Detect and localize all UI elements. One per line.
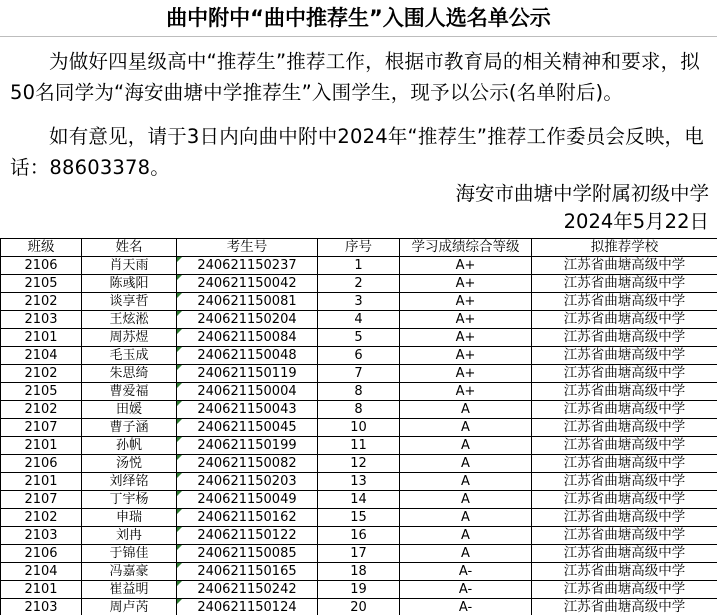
header-class[interactable]: 班级: [1, 239, 82, 257]
cell-seq[interactable]: 11: [318, 437, 400, 455]
cell-exam-id[interactable]: 240621150242: [177, 581, 318, 599]
cell-class[interactable]: 2102: [1, 509, 82, 527]
cell-name[interactable]: 曹爱福: [82, 383, 177, 401]
cell-seq[interactable]: 16: [318, 527, 400, 545]
cell-grade[interactable]: A: [400, 419, 532, 437]
cell-name[interactable]: 王炫淞: [82, 311, 177, 329]
cell-school[interactable]: 江苏省曲塘高级中学: [532, 419, 717, 437]
table-row[interactable]: [1, 509, 717, 527]
cell-name[interactable]: 崔益明: [82, 581, 177, 599]
cell-name[interactable]: 周苏煜: [82, 329, 177, 347]
cell-seq[interactable]: 8: [318, 383, 400, 401]
cell-grade[interactable]: A: [400, 491, 532, 509]
cell-school[interactable]: 江苏省曲塘高级中学: [532, 365, 717, 383]
cell-grade[interactable]: A+: [400, 257, 532, 275]
table-row[interactable]: [1, 419, 717, 437]
table-row[interactable]: [1, 383, 717, 401]
cell-seq[interactable]: 19: [318, 581, 400, 599]
cell-grade[interactable]: A+: [400, 293, 532, 311]
cell-seq[interactable]: 17: [318, 545, 400, 563]
table-header-row: [1, 239, 717, 257]
cell-class[interactable]: 2101: [1, 581, 82, 599]
cell-grade[interactable]: A: [400, 527, 532, 545]
cell-name[interactable]: 冯嘉豪: [82, 563, 177, 581]
table-row[interactable]: [1, 491, 717, 509]
cell-name[interactable]: 朱思绮: [82, 365, 177, 383]
notice-paragraph-1: 为做好四星级高中“推荐生”推荐工作，根据市教育局的相关精神和要求，拟50名同学为“海安曲塘中学推荐生”入围学生，现予以公示(名单附后)。: [10, 50, 701, 104]
cell-school[interactable]: 江苏省曲塘高级中学: [532, 401, 717, 419]
cell-school[interactable]: 江苏省曲塘高级中学: [532, 383, 717, 401]
cell-exam-id[interactable]: 240621150162: [177, 509, 318, 527]
cell-name[interactable]: 汤悦: [82, 455, 177, 473]
cell-exam-id[interactable]: 240621150084: [177, 329, 318, 347]
cell-exam-id[interactable]: 240621150085: [177, 545, 318, 563]
table-row[interactable]: [1, 545, 717, 563]
cell-class[interactable]: 2101: [1, 473, 82, 491]
cell-grade[interactable]: A-: [400, 581, 532, 599]
cell-grade[interactable]: A: [400, 455, 532, 473]
table-row[interactable]: [1, 581, 717, 599]
candidate-table: [0, 238, 717, 615]
table-row[interactable]: [1, 365, 717, 383]
cell-seq[interactable]: 14: [318, 491, 400, 509]
cell-class[interactable]: 2106: [1, 545, 82, 563]
cell-seq[interactable]: 4: [318, 311, 400, 329]
cell-name[interactable]: 周卢芮: [82, 599, 177, 615]
cell-seq[interactable]: 3: [318, 293, 400, 311]
cell-class[interactable]: 2101: [1, 329, 82, 347]
cell-exam-id[interactable]: 240621150048: [177, 347, 318, 365]
cell-seq[interactable]: 12: [318, 455, 400, 473]
cell-name[interactable]: 谈享哲: [82, 293, 177, 311]
cell-name[interactable]: 陈彧阳: [82, 275, 177, 293]
cell-exam-id[interactable]: 240621150204: [177, 311, 318, 329]
page-title: 曲中附中“曲中推荐生”入围人选名单公示: [0, 0, 717, 37]
cell-grade[interactable]: A+: [400, 347, 532, 365]
cell-school[interactable]: 江苏省曲塘高级中学: [532, 527, 717, 545]
table-row[interactable]: [1, 563, 717, 581]
cell-exam-id[interactable]: 240621150237: [177, 257, 318, 275]
cell-name[interactable]: 肖天雨: [82, 257, 177, 275]
cell-seq[interactable]: 20: [318, 599, 400, 615]
cell-school[interactable]: 江苏省曲塘高级中学: [532, 329, 717, 347]
cell-school[interactable]: 江苏省曲塘高级中学: [532, 473, 717, 491]
notice-paragraph-2: 如有意见，请于3日内向曲中附中2024年“推荐生”推荐工作委员会反映，电话：88603378。: [10, 125, 704, 179]
cell-school[interactable]: 江苏省曲塘高级中学: [532, 563, 717, 581]
cell-seq[interactable]: 8: [318, 401, 400, 419]
cell-name[interactable]: 孙帆: [82, 437, 177, 455]
table-row[interactable]: [1, 455, 717, 473]
header-seq[interactable]: 序号: [318, 239, 400, 257]
table-body: [1, 257, 717, 615]
table-row[interactable]: [1, 401, 717, 419]
table-row[interactable]: [1, 275, 717, 293]
cell-exam-id[interactable]: 240621150004: [177, 383, 318, 401]
cell-school[interactable]: 江苏省曲塘高级中学: [532, 509, 717, 527]
cell-grade[interactable]: A: [400, 545, 532, 563]
cell-school[interactable]: 江苏省曲塘高级中学: [532, 275, 717, 293]
cell-seq[interactable]: 7: [318, 365, 400, 383]
cell-class[interactable]: 2103: [1, 599, 82, 615]
table-row[interactable]: [1, 347, 717, 365]
cell-seq[interactable]: 2: [318, 275, 400, 293]
cell-seq[interactable]: 10: [318, 419, 400, 437]
table-row[interactable]: [1, 311, 717, 329]
cell-name[interactable]: 丁宇杨: [82, 491, 177, 509]
cell-name[interactable]: 申瑞: [82, 509, 177, 527]
cell-grade[interactable]: A+: [400, 311, 532, 329]
header-name[interactable]: 姓名: [82, 239, 177, 257]
cell-class[interactable]: 2105: [1, 275, 82, 293]
table-row[interactable]: [1, 527, 717, 545]
cell-exam-id[interactable]: 240621150119: [177, 365, 318, 383]
cell-seq[interactable]: 5: [318, 329, 400, 347]
cell-exam-id[interactable]: 240621150043: [177, 401, 318, 419]
header-exam-id[interactable]: 考生号: [177, 239, 318, 257]
table-row[interactable]: [1, 437, 717, 455]
cell-class[interactable]: 2102: [1, 365, 82, 383]
cell-school[interactable]: 江苏省曲塘高级中学: [532, 599, 717, 615]
table-row[interactable]: [1, 599, 717, 615]
cell-exam-id[interactable]: 240621150124: [177, 599, 318, 615]
cell-exam-id[interactable]: 240621150203: [177, 473, 318, 491]
cell-grade[interactable]: A+: [400, 365, 532, 383]
table-row[interactable]: [1, 473, 717, 491]
cell-exam-id[interactable]: 240621150122: [177, 527, 318, 545]
table-row[interactable]: [1, 257, 717, 275]
header-grade[interactable]: 学习成绩综合等级: [400, 239, 532, 257]
cell-school[interactable]: 江苏省曲塘高级中学: [532, 491, 717, 509]
cell-seq[interactable]: 6: [318, 347, 400, 365]
cell-school[interactable]: 江苏省曲塘高级中学: [532, 545, 717, 563]
cell-seq[interactable]: 13: [318, 473, 400, 491]
cell-grade[interactable]: A: [400, 509, 532, 527]
cell-grade[interactable]: A: [400, 473, 532, 491]
cell-school[interactable]: 江苏省曲塘高级中学: [532, 293, 717, 311]
cell-grade[interactable]: A+: [400, 275, 532, 293]
cell-name[interactable]: 曹子涵: [82, 419, 177, 437]
cell-school[interactable]: 江苏省曲塘高级中学: [532, 437, 717, 455]
cell-class[interactable]: 2107: [1, 491, 82, 509]
signature-organization: 海安市曲塘中学附属初级中学: [455, 182, 709, 205]
cell-grade[interactable]: A-: [400, 563, 532, 581]
cell-exam-id[interactable]: 240621150082: [177, 455, 318, 473]
cell-exam-id[interactable]: 240621150042: [177, 275, 318, 293]
cell-seq[interactable]: 18: [318, 563, 400, 581]
cell-school[interactable]: 江苏省曲塘高级中学: [532, 347, 717, 365]
cell-class[interactable]: 2102: [1, 401, 82, 419]
cell-seq[interactable]: 15: [318, 509, 400, 527]
table-row[interactable]: [1, 329, 717, 347]
cell-class[interactable]: 2104: [1, 347, 82, 365]
cell-grade[interactable]: A+: [400, 383, 532, 401]
cell-name[interactable]: 刘冉: [82, 527, 177, 545]
table-row[interactable]: [1, 293, 717, 311]
cell-class[interactable]: 2106: [1, 257, 82, 275]
cell-class[interactable]: 2102: [1, 293, 82, 311]
cell-class[interactable]: 2105: [1, 383, 82, 401]
cell-class[interactable]: 2101: [1, 437, 82, 455]
cell-exam-id[interactable]: 240621150049: [177, 491, 318, 509]
cell-school[interactable]: 江苏省曲塘高级中学: [532, 311, 717, 329]
cell-grade[interactable]: A: [400, 401, 532, 419]
cell-class[interactable]: 2104: [1, 563, 82, 581]
cell-seq[interactable]: 1: [318, 257, 400, 275]
cell-grade[interactable]: A+: [400, 329, 532, 347]
cell-school[interactable]: 江苏省曲塘高级中学: [532, 581, 717, 599]
cell-class[interactable]: 2107: [1, 419, 82, 437]
cell-exam-id[interactable]: 240621150199: [177, 437, 318, 455]
header-school[interactable]: 拟推荐学校: [532, 239, 717, 257]
cell-class[interactable]: 2103: [1, 311, 82, 329]
cell-class[interactable]: 2106: [1, 455, 82, 473]
cell-grade[interactable]: A-: [400, 599, 532, 615]
signature-date: 2024年5月22日: [563, 210, 709, 233]
cell-name[interactable]: 于锦佳: [82, 545, 177, 563]
cell-name[interactable]: 毛玉成: [82, 347, 177, 365]
cell-school[interactable]: 江苏省曲塘高级中学: [532, 257, 717, 275]
cell-exam-id[interactable]: 240621150081: [177, 293, 318, 311]
cell-name[interactable]: 刘绎铭: [82, 473, 177, 491]
cell-name[interactable]: 田媛: [82, 401, 177, 419]
cell-school[interactable]: 江苏省曲塘高级中学: [532, 455, 717, 473]
cell-exam-id[interactable]: 240621150165: [177, 563, 318, 581]
cell-class[interactable]: 2103: [1, 527, 82, 545]
cell-grade[interactable]: A: [400, 437, 532, 455]
cell-exam-id[interactable]: 240621150045: [177, 419, 318, 437]
